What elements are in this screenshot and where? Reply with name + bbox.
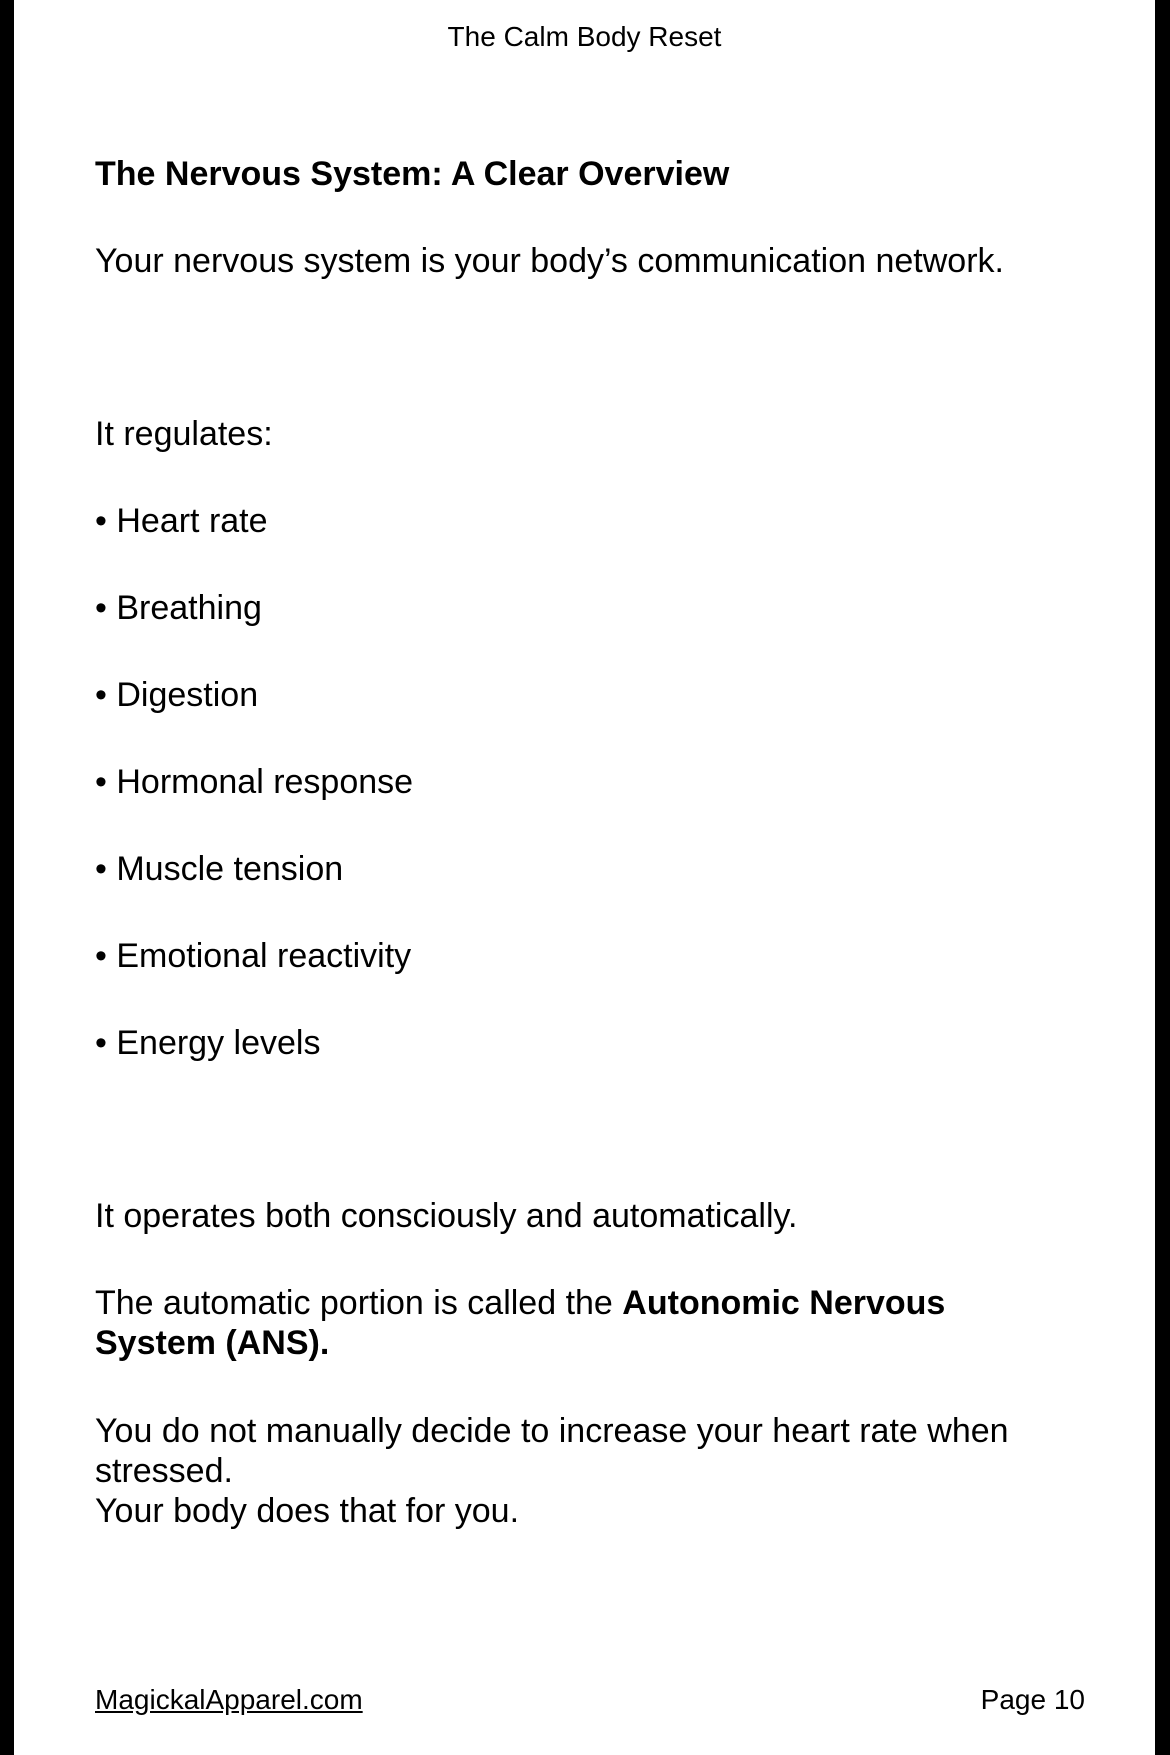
bullet: •: [95, 1024, 107, 1062]
footer-website-link[interactable]: MagickalApparel.com: [95, 1684, 363, 1715]
bullet: •: [95, 763, 107, 801]
bullet: •: [95, 589, 107, 627]
section-title: The Nervous System: A Clear Overview: [95, 155, 730, 193]
page-number: Page 10: [980, 1684, 1085, 1715]
manual-paragraph: You do not manually decide to increase your heart rate when stressed. Your body does that for you.: [95, 1412, 1009, 1530]
list-item: • Emotional reactivity: [95, 937, 412, 975]
regulates-label: It regulates:: [95, 415, 273, 453]
bullet: •: [95, 676, 107, 714]
bullet: •: [95, 850, 107, 888]
intro-paragraph: Your nervous system is your body’s communication network.: [95, 242, 1004, 280]
list-item: • Muscle tension: [95, 850, 344, 888]
document-page: [14, 0, 1155, 1755]
list-item: • Hormonal response: [95, 763, 414, 801]
operates-paragraph: It operates both consciously and automatically.: [95, 1197, 798, 1235]
bullet: •: [95, 937, 107, 975]
list-item: • Energy levels: [95, 1024, 321, 1062]
list-item: • Heart rate: [95, 502, 268, 540]
bullet: •: [95, 502, 107, 540]
ans-term: Autonomic Nervous System (ANS).: [95, 1284, 946, 1362]
ans-paragraph: The automatic portion is called the Autonomic Nervous System (ANS).: [95, 1284, 946, 1362]
running-header: The Calm Body Reset: [447, 21, 722, 52]
list-item: • Digestion: [95, 676, 259, 714]
list-item: • Breathing: [95, 589, 262, 627]
